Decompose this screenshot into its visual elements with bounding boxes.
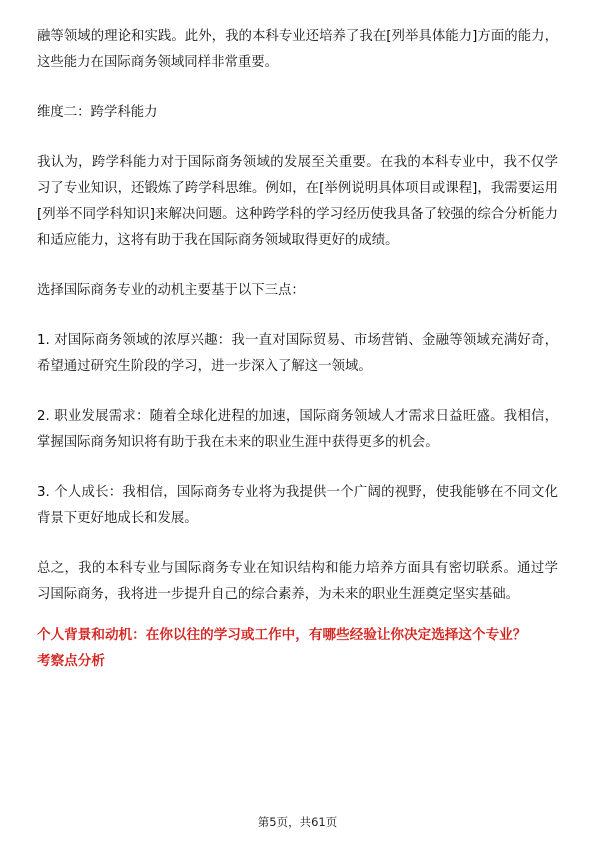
- list-item-interest: 1. 对国际商务领域的浓厚兴趣：我一直对国际贸易、市场营销、金融等领域充满好奇，希望通过研究生阶段的学习，进一步深入了解这一领域。: [37, 333, 558, 374]
- section-question-heading: 个人背景和动机：在你以往的学习或工作中，有哪些经验让你决定选择这个专业？: [37, 627, 527, 643]
- dimension-two-heading: 维度二：跨学科能力: [37, 105, 158, 120]
- paragraph-conclusion: 总之，我的本科专业与国际商务专业在知识结构和能力培养方面具有密切联系。通过学习国际商务，我将进一步提升自己的综合素养，为未来的职业生涯奠定坚实基础。: [37, 561, 558, 602]
- section-subtitle-heading: 考察点分析: [37, 653, 105, 669]
- list-item-career: 2. 职业发展需求：随着全球化进程的加速，国际商务领域人才需求日益旺盛。我相信，掌握国际商务知识将有助于我在未来的职业生涯中获得更多的机会。: [37, 409, 558, 450]
- paragraph-interdisciplinary: 我认为，跨学科能力对于国际商务领域的发展至关重要。在我的本科专业中，我不仅学习了专业知识，还锻炼了跨学科思维。例如，在[举例说明具体项目或课程]，我需要运用[列举不同学科知识]来解决问题。这种跨学科的学习经历使我具备了较强的综合分析能力和适应能力，这将有助于我在国际商务领域取得更好的成绩。: [37, 155, 558, 248]
- document-body: [37, 24, 558, 674]
- list-item-growth: 3. 个人成长：我相信，国际商务专业将为我提供一个广阔的视野，使我能够在不同文化背景下更好地成长和发展。: [37, 485, 558, 526]
- page-number-footer: 第5页，共61页: [257, 815, 338, 829]
- paragraph-theory-practice: 融等领域的理论和实践。此外，我的本科专业还培养了我在[列举具体能力]方面的能力，这些能力在国际商务领域同样非常重要。: [37, 29, 558, 70]
- paragraph-motivation-intro: 选择国际商务专业的动机主要基于以下三点：: [37, 283, 305, 298]
